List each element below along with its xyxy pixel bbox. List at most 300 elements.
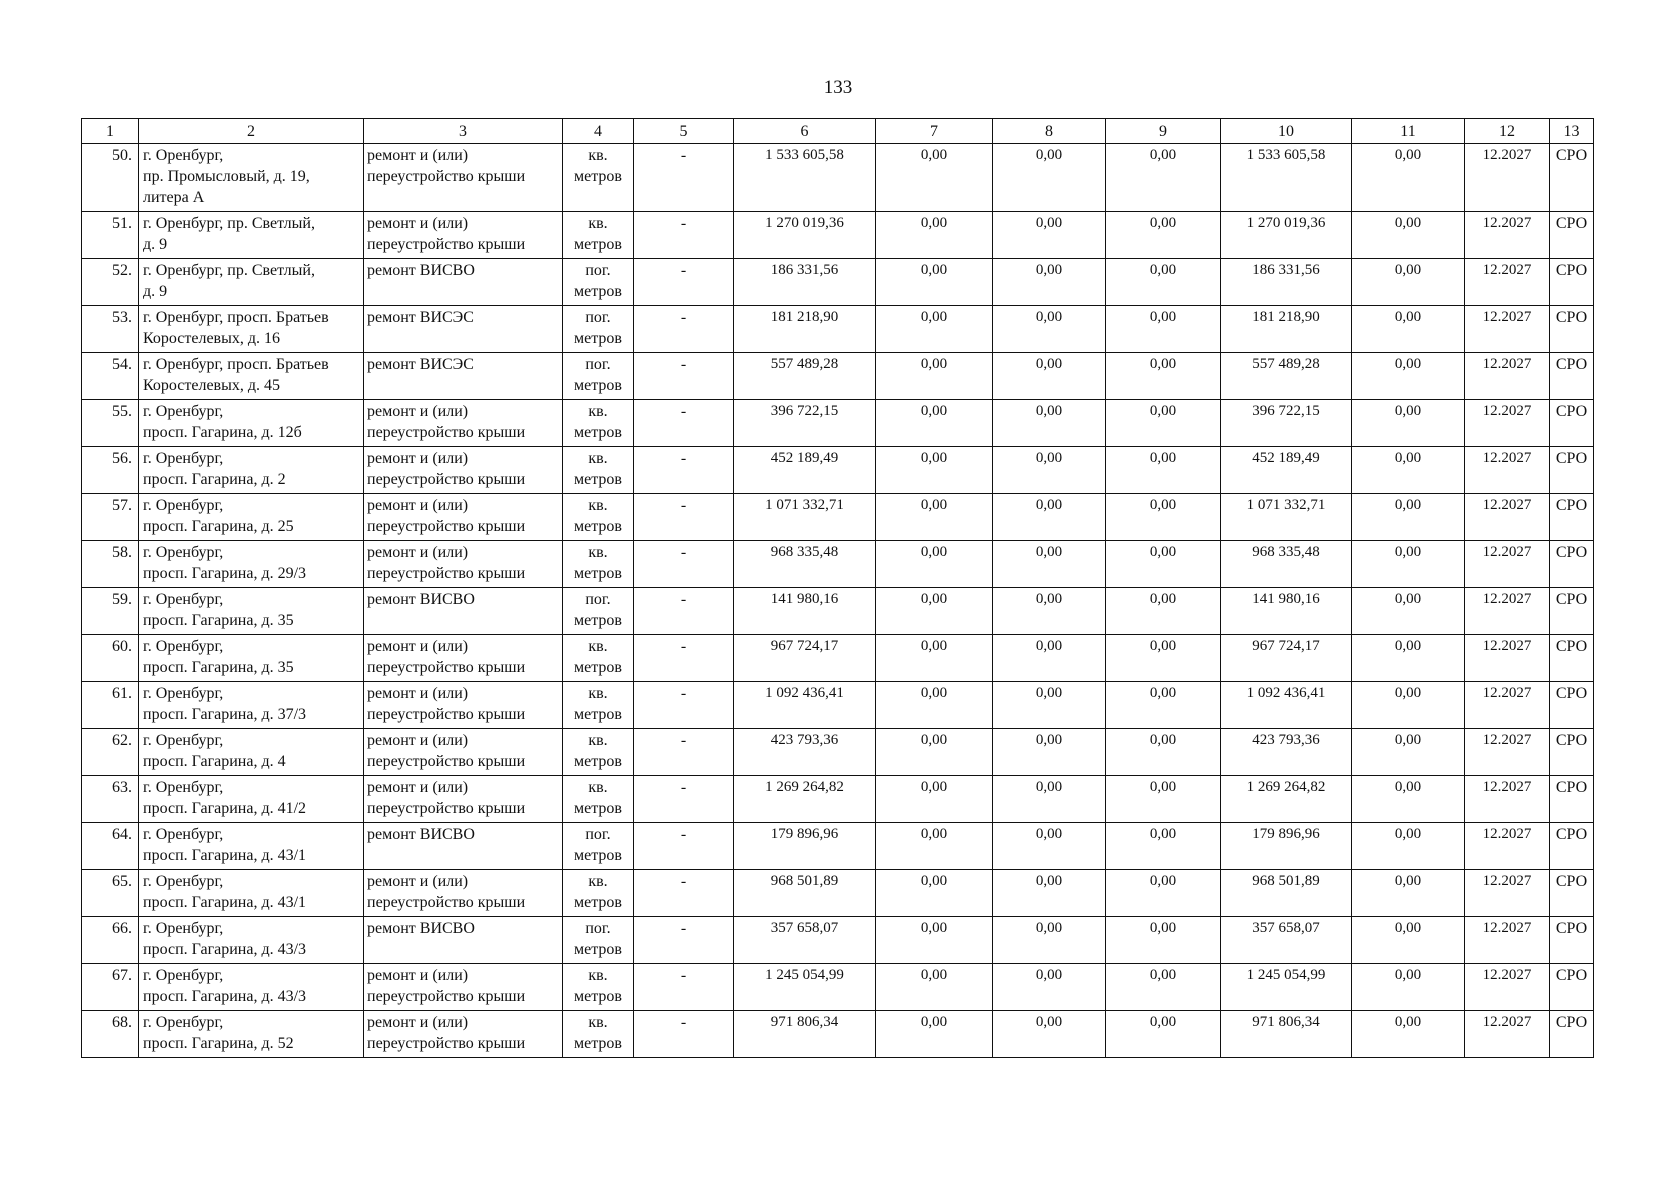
address-line: д. 9 (143, 236, 168, 253)
table-row (82, 447, 1594, 494)
organization-cell: СРО (1550, 259, 1594, 306)
address-cell (139, 494, 364, 541)
address-cell (139, 917, 364, 964)
col8-cell: 0,00 (993, 1011, 1106, 1058)
row-number-cell: 64. (82, 823, 139, 870)
unit-cell (563, 541, 634, 588)
unit-line: метров (574, 847, 622, 864)
col9-cell: 0,00 (1106, 144, 1221, 212)
address-cell (139, 964, 364, 1011)
unit-line: метров (574, 894, 622, 911)
unit-line: метров (574, 330, 622, 347)
table-row (82, 870, 1594, 917)
unit-cell (563, 144, 634, 212)
organization-cell: СРО (1550, 447, 1594, 494)
total-cost-cell: 423 793,36 (734, 729, 876, 776)
col5-cell: - (634, 1011, 734, 1058)
work-type-cell (364, 588, 563, 635)
column-header-12: 12 (1465, 119, 1550, 144)
address-cell (139, 870, 364, 917)
row-number-cell: 65. (82, 870, 139, 917)
header-row (82, 119, 1594, 144)
total-cost-cell: 357 658,07 (734, 917, 876, 964)
unit-line: метров (574, 800, 622, 817)
col10-cell: 186 331,56 (1221, 259, 1352, 306)
table-row (82, 1011, 1594, 1058)
col7-cell: 0,00 (876, 682, 993, 729)
work-type-line: переустройство крыши (367, 753, 526, 770)
work-type-line: переустройство крыши (367, 471, 526, 488)
work-type-line: ремонт и (или) (367, 638, 469, 655)
total-cost-cell: 1 092 436,41 (734, 682, 876, 729)
col5-cell: - (634, 823, 734, 870)
col7-cell: 0,00 (876, 306, 993, 353)
unit-cell (563, 776, 634, 823)
address-line: просп. Гагарина, д. 37/3 (143, 706, 307, 723)
address-cell (139, 447, 364, 494)
col9-cell: 0,00 (1106, 964, 1221, 1011)
col8-cell: 0,00 (993, 400, 1106, 447)
organization-cell: СРО (1550, 144, 1594, 212)
row-number-cell: 68. (82, 1011, 139, 1058)
unit-line: метров (574, 659, 622, 676)
col5-cell: - (634, 306, 734, 353)
address-line: просп. Гагарина, д. 35 (143, 612, 294, 629)
unit-line: метров (574, 471, 622, 488)
total-cost-cell: 179 896,96 (734, 823, 876, 870)
total-cost-cell: 1 269 264,82 (734, 776, 876, 823)
total-cost-cell: 1 245 054,99 (734, 964, 876, 1011)
unit-line: метров (574, 1035, 622, 1052)
address-line: г. Оренбург, (143, 967, 224, 984)
col7-cell: 0,00 (876, 635, 993, 682)
table-header (82, 119, 1594, 144)
unit-line: метров (574, 377, 622, 394)
work-type-cell (364, 212, 563, 259)
col11-cell: 0,00 (1352, 494, 1465, 541)
col5-cell: - (634, 212, 734, 259)
organization-cell: СРО (1550, 400, 1594, 447)
work-type-cell (364, 964, 563, 1011)
address-cell (139, 682, 364, 729)
col5-cell: - (634, 776, 734, 823)
address-line: просп. Гагарина, д. 12б (143, 424, 302, 441)
address-line: г. Оренбург, (143, 685, 224, 702)
unit-cell (563, 964, 634, 1011)
row-number-cell: 59. (82, 588, 139, 635)
address-line: просп. Гагарина, д. 43/3 (143, 988, 307, 1005)
col5-cell: - (634, 964, 734, 1011)
organization-cell: СРО (1550, 776, 1594, 823)
work-type-line: переустройство крыши (367, 236, 526, 253)
col7-cell: 0,00 (876, 259, 993, 306)
col5-cell: - (634, 588, 734, 635)
unit-cell (563, 588, 634, 635)
address-line: Коростелевых, д. 16 (143, 330, 280, 347)
unit-cell (563, 494, 634, 541)
work-type-line: ремонт и (или) (367, 1014, 469, 1031)
address-cell (139, 729, 364, 776)
work-type-line: ремонт ВИСВО (367, 262, 475, 279)
address-line: г. Оренбург, (143, 450, 224, 467)
col5-cell: - (634, 400, 734, 447)
col5-cell: - (634, 729, 734, 776)
col5-cell: - (634, 541, 734, 588)
col11-cell: 0,00 (1352, 776, 1465, 823)
col9-cell: 0,00 (1106, 353, 1221, 400)
col8-cell: 0,00 (993, 541, 1106, 588)
col11-cell: 0,00 (1352, 353, 1465, 400)
col8-cell: 0,00 (993, 682, 1106, 729)
col11-cell: 0,00 (1352, 400, 1465, 447)
col11-cell: 0,00 (1352, 917, 1465, 964)
col10-cell: 1 092 436,41 (1221, 682, 1352, 729)
col7-cell: 0,00 (876, 144, 993, 212)
column-header-7: 7 (876, 119, 993, 144)
address-cell (139, 259, 364, 306)
organization-cell: СРО (1550, 964, 1594, 1011)
deadline-cell: 12.2027 (1465, 917, 1550, 964)
deadline-cell: 12.2027 (1465, 353, 1550, 400)
address-line: г. Оренбург, (143, 544, 224, 561)
address-cell (139, 776, 364, 823)
work-type-line: ремонт ВИСЭС (367, 356, 474, 373)
work-type-cell (364, 144, 563, 212)
column-header-5: 5 (634, 119, 734, 144)
column-header-11: 11 (1352, 119, 1465, 144)
col7-cell: 0,00 (876, 353, 993, 400)
table-row (82, 494, 1594, 541)
work-type-cell (364, 729, 563, 776)
col9-cell: 0,00 (1106, 917, 1221, 964)
unit-line: кв. (588, 873, 608, 890)
col9-cell: 0,00 (1106, 729, 1221, 776)
row-number-cell: 51. (82, 212, 139, 259)
organization-cell: СРО (1550, 635, 1594, 682)
unit-line: метров (574, 941, 622, 958)
address-line: г. Оренбург, просп. Братьев (143, 356, 329, 373)
work-type-cell (364, 400, 563, 447)
unit-line: пог. (585, 591, 611, 608)
row-number-cell: 57. (82, 494, 139, 541)
organization-cell: СРО (1550, 306, 1594, 353)
table-row (82, 964, 1594, 1011)
col7-cell: 0,00 (876, 729, 993, 776)
deadline-cell: 12.2027 (1465, 682, 1550, 729)
unit-line: метров (574, 424, 622, 441)
work-type-cell (364, 823, 563, 870)
work-type-cell (364, 635, 563, 682)
address-line: просп. Гагарина, д. 35 (143, 659, 294, 676)
total-cost-cell: 1 533 605,58 (734, 144, 876, 212)
column-header-6: 6 (734, 119, 876, 144)
col9-cell: 0,00 (1106, 823, 1221, 870)
table-row (82, 588, 1594, 635)
table-row (82, 729, 1594, 776)
col8-cell: 0,00 (993, 776, 1106, 823)
unit-line: метров (574, 612, 622, 629)
col11-cell: 0,00 (1352, 682, 1465, 729)
col11-cell: 0,00 (1352, 870, 1465, 917)
address-cell (139, 353, 364, 400)
unit-line: пог. (585, 309, 611, 326)
col8-cell: 0,00 (993, 823, 1106, 870)
work-type-cell (364, 541, 563, 588)
work-type-line: переустройство крыши (367, 659, 526, 676)
col7-cell: 0,00 (876, 541, 993, 588)
address-line: г. Оренбург, (143, 920, 224, 937)
organization-cell: СРО (1550, 870, 1594, 917)
deadline-cell: 12.2027 (1465, 306, 1550, 353)
unit-line: метров (574, 706, 622, 723)
table-row (82, 400, 1594, 447)
col7-cell: 0,00 (876, 917, 993, 964)
organization-cell: СРО (1550, 541, 1594, 588)
column-header-10: 10 (1221, 119, 1352, 144)
col11-cell: 0,00 (1352, 635, 1465, 682)
work-type-cell (364, 1011, 563, 1058)
page-number: 133 (823, 77, 853, 98)
address-line: просп. Гагарина, д. 41/2 (143, 800, 307, 817)
total-cost-cell: 971 806,34 (734, 1011, 876, 1058)
col10-cell: 1 071 332,71 (1221, 494, 1352, 541)
column-header-3: 3 (364, 119, 563, 144)
col10-cell: 967 724,17 (1221, 635, 1352, 682)
col7-cell: 0,00 (876, 447, 993, 494)
col11-cell: 0,00 (1352, 212, 1465, 259)
col7-cell: 0,00 (876, 776, 993, 823)
deadline-cell: 12.2027 (1465, 447, 1550, 494)
col9-cell: 0,00 (1106, 494, 1221, 541)
work-type-cell (364, 776, 563, 823)
address-line: просп. Гагарина, д. 52 (143, 1035, 294, 1052)
work-type-line: переустройство крыши (367, 518, 526, 535)
unit-cell (563, 729, 634, 776)
col5-cell: - (634, 917, 734, 964)
col9-cell: 0,00 (1106, 635, 1221, 682)
address-line: г. Оренбург, пр. Светлый, (143, 262, 315, 279)
col10-cell: 971 806,34 (1221, 1011, 1352, 1058)
column-header-2: 2 (139, 119, 364, 144)
col8-cell: 0,00 (993, 494, 1106, 541)
table-row (82, 635, 1594, 682)
col10-cell: 1 245 054,99 (1221, 964, 1352, 1011)
deadline-cell: 12.2027 (1465, 729, 1550, 776)
address-line: г. Оренбург, (143, 1014, 224, 1031)
unit-line: кв. (588, 147, 608, 164)
deadline-cell: 12.2027 (1465, 259, 1550, 306)
table-row (82, 144, 1594, 212)
row-number-cell: 61. (82, 682, 139, 729)
col7-cell: 0,00 (876, 1011, 993, 1058)
col9-cell: 0,00 (1106, 447, 1221, 494)
table-row (82, 212, 1594, 259)
address-cell (139, 306, 364, 353)
col10-cell: 968 501,89 (1221, 870, 1352, 917)
organization-cell: СРО (1550, 494, 1594, 541)
col10-cell: 396 722,15 (1221, 400, 1352, 447)
row-number-cell: 62. (82, 729, 139, 776)
total-cost-cell: 968 335,48 (734, 541, 876, 588)
work-type-line: ремонт ВИСВО (367, 591, 475, 608)
work-type-cell (364, 870, 563, 917)
address-line: просп. Гагарина, д. 29/3 (143, 565, 307, 582)
deadline-cell: 12.2027 (1465, 635, 1550, 682)
col11-cell: 0,00 (1352, 306, 1465, 353)
table-body (82, 144, 1594, 1058)
table-row (82, 259, 1594, 306)
unit-cell (563, 635, 634, 682)
work-type-cell (364, 259, 563, 306)
col8-cell: 0,00 (993, 964, 1106, 1011)
row-number-cell: 50. (82, 144, 139, 212)
address-line: г. Оренбург, (143, 826, 224, 843)
address-cell (139, 541, 364, 588)
work-type-cell (364, 917, 563, 964)
unit-cell (563, 870, 634, 917)
deadline-cell: 12.2027 (1465, 494, 1550, 541)
total-cost-cell: 141 980,16 (734, 588, 876, 635)
unit-cell (563, 823, 634, 870)
organization-cell: СРО (1550, 588, 1594, 635)
work-type-line: ремонт и (или) (367, 450, 469, 467)
col7-cell: 0,00 (876, 588, 993, 635)
unit-line: кв. (588, 215, 608, 232)
work-type-line: ремонт и (или) (367, 147, 469, 164)
row-number-cell: 58. (82, 541, 139, 588)
unit-line: метров (574, 518, 622, 535)
work-type-cell (364, 353, 563, 400)
unit-cell (563, 917, 634, 964)
address-line: г. Оренбург, (143, 591, 224, 608)
table-row (82, 353, 1594, 400)
col9-cell: 0,00 (1106, 682, 1221, 729)
unit-cell (563, 682, 634, 729)
total-cost-cell: 1 071 332,71 (734, 494, 876, 541)
address-line: просп. Гагарина, д. 43/1 (143, 847, 307, 864)
work-type-line: переустройство крыши (367, 988, 526, 1005)
work-type-line: ремонт и (или) (367, 215, 469, 232)
col8-cell: 0,00 (993, 353, 1106, 400)
col10-cell: 357 658,07 (1221, 917, 1352, 964)
unit-line: пог. (585, 826, 611, 843)
work-type-line: ремонт и (или) (367, 403, 469, 420)
unit-cell (563, 1011, 634, 1058)
organization-cell: СРО (1550, 1011, 1594, 1058)
col9-cell: 0,00 (1106, 588, 1221, 635)
address-line: просп. Гагарина, д. 25 (143, 518, 294, 535)
col8-cell: 0,00 (993, 729, 1106, 776)
col8-cell: 0,00 (993, 588, 1106, 635)
row-number-cell: 63. (82, 776, 139, 823)
unit-line: кв. (588, 497, 608, 514)
work-type-line: ремонт и (или) (367, 732, 469, 749)
col10-cell: 181 218,90 (1221, 306, 1352, 353)
col10-cell: 141 980,16 (1221, 588, 1352, 635)
unit-line: кв. (588, 544, 608, 561)
work-type-line: ремонт и (или) (367, 779, 469, 796)
col5-cell: - (634, 144, 734, 212)
unit-cell (563, 306, 634, 353)
column-header-4: 4 (563, 119, 634, 144)
col8-cell: 0,00 (993, 212, 1106, 259)
col10-cell: 423 793,36 (1221, 729, 1352, 776)
work-type-line: ремонт ВИСВО (367, 826, 475, 843)
row-number-cell: 54. (82, 353, 139, 400)
address-line: г. Оренбург, (143, 147, 224, 164)
work-type-cell (364, 306, 563, 353)
address-line: г. Оренбург, (143, 403, 224, 420)
unit-line: кв. (588, 1014, 608, 1031)
unit-line: кв. (588, 403, 608, 420)
address-line: г. Оренбург, (143, 873, 224, 890)
col8-cell: 0,00 (993, 870, 1106, 917)
col5-cell: - (634, 870, 734, 917)
address-cell (139, 635, 364, 682)
unit-line: метров (574, 283, 622, 300)
col8-cell: 0,00 (993, 917, 1106, 964)
table-row (82, 306, 1594, 353)
work-type-line: переустройство крыши (367, 424, 526, 441)
column-header-1: 1 (82, 119, 139, 144)
col11-cell: 0,00 (1352, 823, 1465, 870)
work-type-cell (364, 494, 563, 541)
deadline-cell: 12.2027 (1465, 870, 1550, 917)
work-type-line: ремонт ВИСВО (367, 920, 475, 937)
address-cell (139, 823, 364, 870)
col9-cell: 0,00 (1106, 212, 1221, 259)
unit-line: метров (574, 168, 622, 185)
address-line: пр. Промысловый, д. 19, (143, 168, 310, 185)
col7-cell: 0,00 (876, 823, 993, 870)
col8-cell: 0,00 (993, 306, 1106, 353)
address-line: просп. Гагарина, д. 2 (143, 471, 286, 488)
col11-cell: 0,00 (1352, 259, 1465, 306)
address-line: г. Оренбург, (143, 732, 224, 749)
address-cell (139, 212, 364, 259)
col9-cell: 0,00 (1106, 400, 1221, 447)
address-cell (139, 400, 364, 447)
organization-cell: СРО (1550, 729, 1594, 776)
unit-cell (563, 447, 634, 494)
table-row (82, 823, 1594, 870)
deadline-cell: 12.2027 (1465, 776, 1550, 823)
unit-cell (563, 353, 634, 400)
deadline-cell: 12.2027 (1465, 541, 1550, 588)
col11-cell: 0,00 (1352, 964, 1465, 1011)
work-type-line: ремонт и (или) (367, 967, 469, 984)
unit-line: метров (574, 988, 622, 1005)
col11-cell: 0,00 (1352, 144, 1465, 212)
col5-cell: - (634, 682, 734, 729)
unit-line: кв. (588, 685, 608, 702)
unit-line: кв. (588, 450, 608, 467)
organization-cell: СРО (1550, 917, 1594, 964)
address-line: просп. Гагарина, д. 43/3 (143, 941, 307, 958)
capital-repair-table (81, 118, 1594, 1058)
col10-cell: 557 489,28 (1221, 353, 1352, 400)
row-number-cell: 53. (82, 306, 139, 353)
table-row (82, 776, 1594, 823)
total-cost-cell: 452 189,49 (734, 447, 876, 494)
organization-cell: СРО (1550, 823, 1594, 870)
organization-cell: СРО (1550, 353, 1594, 400)
row-number-cell: 55. (82, 400, 139, 447)
col7-cell: 0,00 (876, 964, 993, 1011)
col8-cell: 0,00 (993, 144, 1106, 212)
col7-cell: 0,00 (876, 494, 993, 541)
col8-cell: 0,00 (993, 447, 1106, 494)
